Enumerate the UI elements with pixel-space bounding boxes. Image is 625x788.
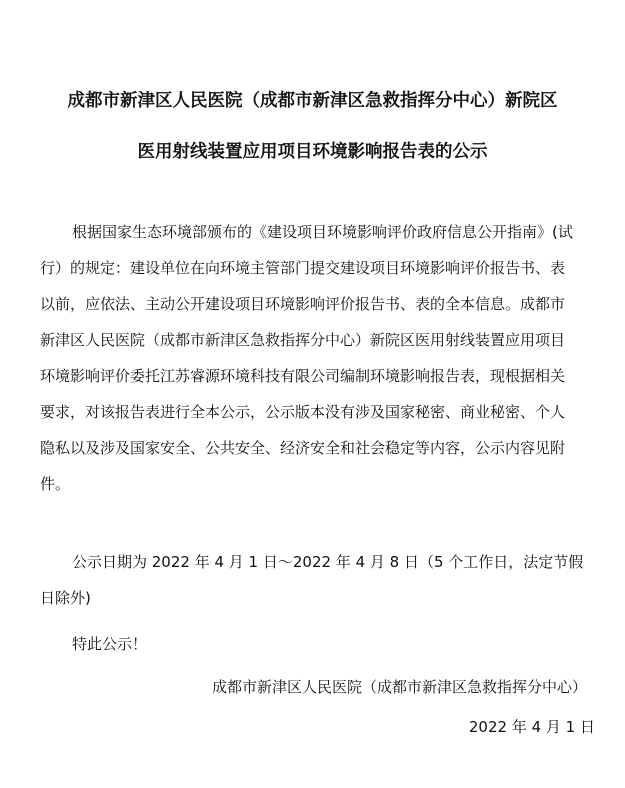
paragraph-line: 隐私以及涉及国家安全、公共安全、经济安全和社会稳定等内容，公示内容见附 — [40, 439, 566, 457]
notice-closing — [40, 626, 600, 662]
document-title-line-1: 成都市新津区人民医院（成都市新津区急救指挥分中心）新院区 — [67, 91, 558, 111]
paragraph-line: 新津区人民医院（成都市新津区急救指挥分中心）新院区医用射线装置应用项目 — [40, 331, 566, 349]
paragraph-line: 日除外) — [40, 589, 91, 607]
signature-date: 2022 年 4 月 1 日 — [468, 718, 595, 736]
notice-paragraph-dates — [40, 544, 600, 616]
closing-line: 特此公示！ — [72, 635, 148, 653]
paragraph-line: 行）的规定：建设单位在向环境主管部门提交建设项目环境影响评价报告书、表 — [40, 259, 566, 277]
notice-paragraph-main — [40, 214, 600, 502]
paragraph-line: 件。 — [40, 475, 71, 493]
signature-organization: 成都市新津区人民医院（成都市新津区急救指挥分中心） — [211, 678, 587, 696]
paragraph-line: 环境影响评价委托江苏睿源环境科技有限公司编制环境影响报告表，现根据相关 — [40, 367, 566, 385]
document-title-line-2: 医用射线装置应用项目环境影响报告表的公示 — [137, 142, 488, 162]
paragraph-line: 公示日期为 2022 年 4 月 1 日～2022 年 4 月 8 日（5 个工作日，法定节假 — [72, 553, 584, 571]
paragraph-line: 以前，应依法、主动公开建设项目环境影响评价报告书、表的全本信息。成都市 — [40, 295, 566, 313]
paragraph-line: 要求，对该报告表进行全本公示，公示版本没有涉及国家秘密、商业秘密、个人 — [40, 403, 566, 421]
paragraph-line: 根据国家生态环境部颁布的《建设项目环境影响评价政府信息公开指南》(试 — [72, 223, 573, 241]
